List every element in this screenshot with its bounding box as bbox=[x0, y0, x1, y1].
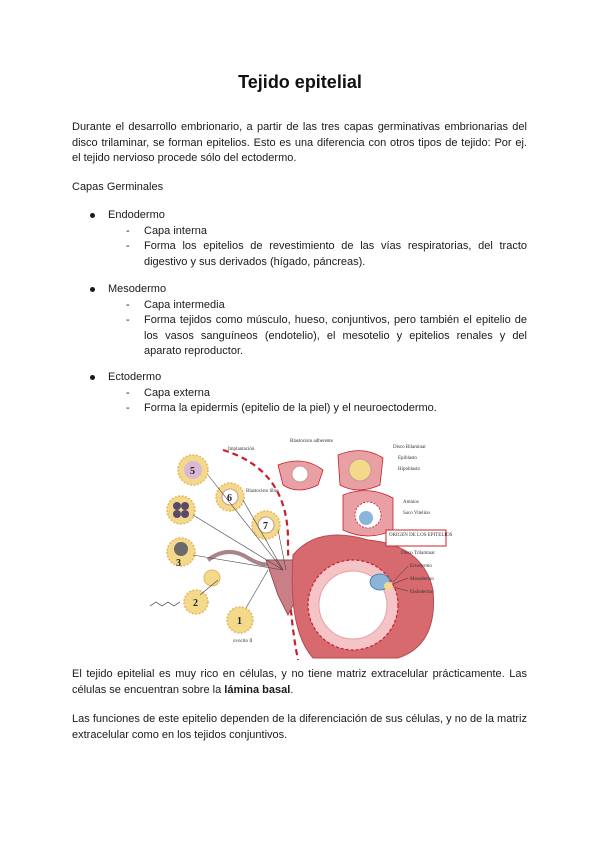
epiblasto-label: Epiblasto bbox=[398, 456, 417, 461]
dash-icon: - bbox=[126, 298, 130, 311]
list-item bbox=[90, 224, 527, 240]
layer-name: Mesodermo bbox=[108, 283, 167, 295]
cell-stage-4 bbox=[167, 496, 195, 524]
hipoblasto-label: Hipoblasto bbox=[398, 467, 420, 472]
layer-endodermo bbox=[90, 208, 527, 270]
stage-number: 5 bbox=[190, 466, 195, 477]
list-item-text: Forma los epitelios de revestimiento de las vías respiratorias, del tracto digestivo y sus derivados (hígado, páncreas). bbox=[144, 240, 527, 268]
stage-number: 3 bbox=[176, 558, 181, 569]
layer-name: Endodermo bbox=[108, 209, 165, 221]
endodermo-label: Endodermo bbox=[410, 590, 434, 595]
blastocisto-label: Blastocisto adherente bbox=[290, 439, 333, 444]
cell-stage-6 bbox=[216, 483, 244, 511]
list-item-text: Capa intermedia bbox=[144, 298, 225, 311]
saco-label: Saco Vitelino bbox=[403, 511, 430, 516]
ovary-cell bbox=[204, 570, 220, 586]
layer-sublist bbox=[90, 386, 527, 417]
lamina-basal-bold: lámina basal bbox=[224, 683, 291, 696]
layer-sublist bbox=[90, 298, 527, 360]
amnios-label: Amnios bbox=[403, 500, 419, 505]
stage-number: 2 bbox=[193, 598, 198, 609]
dash-icon: - bbox=[126, 240, 130, 252]
bullet-icon bbox=[90, 287, 95, 292]
implantacion-label: Implantación bbox=[228, 447, 255, 452]
ectodermo-label: Ectodermo bbox=[410, 564, 432, 569]
rico-text: El tejido epitelial es muy rico en células, y no tiene matriz extracelular prácticamente. Las células se encuentran sobre la bbox=[72, 668, 527, 696]
list-item bbox=[90, 298, 527, 314]
bullet-icon bbox=[90, 213, 95, 218]
amnios-stage bbox=[343, 491, 393, 536]
rico-paragraph bbox=[72, 667, 527, 698]
list-item-text: Forma tejidos como músculo, hueso, conjuntivos, pero también el epitelio de los vasos sanguíneos (endotelio), el mesotelio y epitelios renales y del aparato reproductor. bbox=[144, 314, 527, 357]
embryo-development-figure bbox=[148, 430, 453, 660]
origen-title: ORIGEN DE LOS EPITELIOS bbox=[389, 533, 453, 538]
intro-paragraph: Durante el desarrollo embrionario, a partir de las tres capas germinativas embrionarias del disco trilaminar, se forman epitelios. Esto es una diferencia con otros tipos de tejido: Por ej. el tejido nervioso procede sólo del ectodermo. bbox=[72, 121, 527, 164]
connector-line bbox=[246, 570, 268, 608]
layer-heading bbox=[90, 370, 527, 386]
funciones-paragraph: Las funciones de este epitelio dependen de la diferenciación de sus células, y no de la matriz extracelular como en los tejidos conjuntivos. bbox=[72, 713, 527, 741]
layer-sublist bbox=[90, 224, 527, 271]
dash-icon: - bbox=[126, 314, 130, 326]
stage-number: 7 bbox=[263, 521, 268, 532]
cell-stage-1 bbox=[227, 607, 253, 633]
blastocisto-adherente bbox=[278, 461, 323, 490]
cell-stage-2 bbox=[150, 590, 208, 614]
cell-stage-5 bbox=[178, 455, 208, 485]
stage-number: 1 bbox=[237, 616, 242, 627]
list-item bbox=[90, 239, 527, 270]
layer-heading bbox=[90, 208, 527, 224]
list-item-text: Forma la epidermis (epitelio de la piel) y el neuroectodermo. bbox=[144, 402, 437, 414]
list-item-text: Capa externa bbox=[144, 386, 211, 399]
mesodermo-label: Mesodermo bbox=[410, 577, 434, 582]
layer-name: Ectodermo bbox=[108, 371, 162, 383]
dash-icon: - bbox=[126, 224, 130, 237]
cell-stage-3 bbox=[167, 538, 195, 569]
blastocisto-libre-label: Blastocisto libre bbox=[246, 489, 279, 494]
disco-bilaminar bbox=[338, 451, 383, 490]
layer-ectodermo bbox=[90, 370, 527, 417]
rico-end: . bbox=[290, 683, 294, 696]
cell-stage-7 bbox=[252, 511, 280, 539]
list-item bbox=[90, 386, 527, 402]
capas-heading: Capas Germinales bbox=[72, 181, 164, 193]
bullet-icon bbox=[90, 375, 95, 380]
dash-icon: - bbox=[126, 386, 130, 399]
layer-mesodermo bbox=[90, 282, 527, 360]
disco-label: Disco Bilaminar bbox=[393, 445, 426, 450]
ovocito-label: ovocito II bbox=[233, 639, 253, 644]
stage-number: 6 bbox=[227, 493, 232, 504]
disco-tri-label: Disco Trilaminar bbox=[401, 551, 436, 556]
list-item-text: Capa interna bbox=[144, 224, 207, 237]
list-item bbox=[90, 313, 527, 360]
list-item bbox=[90, 401, 527, 417]
page-title: Tejido epitelial bbox=[238, 72, 362, 92]
layer-heading bbox=[90, 282, 527, 298]
dash-icon: - bbox=[126, 402, 130, 414]
